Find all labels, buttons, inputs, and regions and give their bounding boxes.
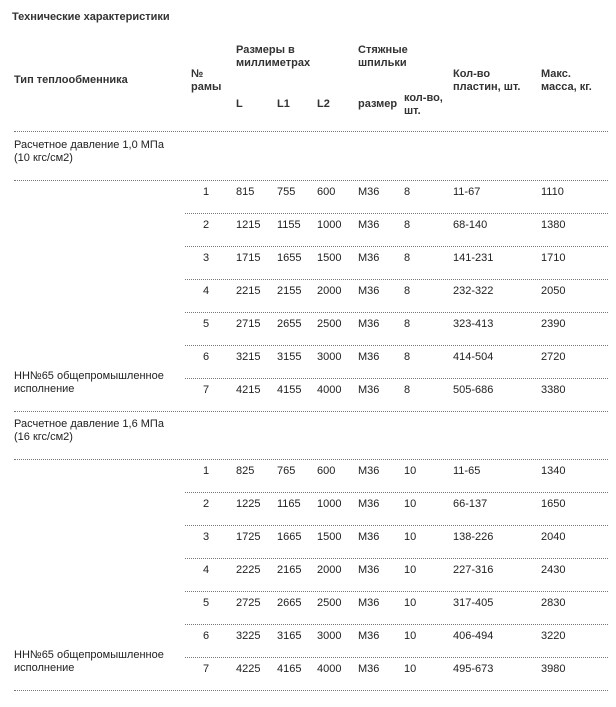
row-divider <box>185 345 608 346</box>
cell-l2: 2000 <box>317 285 342 297</box>
cell-size: М36 <box>358 630 380 642</box>
cell-plates: 232-322 <box>453 285 494 297</box>
cell-plates: 495-673 <box>453 663 494 675</box>
cell-l1: 4155 <box>277 384 302 396</box>
cell-mass: 3220 <box>541 630 566 642</box>
cell-l1: 1655 <box>277 252 302 264</box>
cell-l: 4215 <box>236 384 261 396</box>
cell-l2: 4000 <box>317 663 342 675</box>
cell-size: М36 <box>358 531 380 543</box>
cell-frame: 5 <box>203 597 210 609</box>
section-pressure-line1: Расчетное давление 1,6 МПа <box>14 418 164 430</box>
cell-frame: 3 <box>203 531 210 543</box>
cell-qty: 10 <box>404 498 417 510</box>
section-type-line2: исполнение <box>14 662 75 674</box>
cell-size: М36 <box>358 252 380 264</box>
header-frame-no-line2: рамы <box>191 81 222 93</box>
header-L1: L1 <box>277 98 290 110</box>
cell-l: 1725 <box>236 531 261 543</box>
cell-qty: 8 <box>404 384 411 396</box>
cell-qty: 8 <box>404 252 411 264</box>
cell-mass: 2430 <box>541 564 566 576</box>
divider <box>14 131 608 132</box>
header-L2: L2 <box>317 98 330 110</box>
row-divider <box>185 213 608 214</box>
cell-l2: 1000 <box>317 219 342 231</box>
header-type: Тип теплообменника <box>14 74 128 86</box>
cell-mass: 2050 <box>541 285 566 297</box>
header-mass-line2: масса, кг. <box>541 81 592 93</box>
cell-qty: 10 <box>404 564 417 576</box>
cell-qty: 10 <box>404 531 417 543</box>
cell-l1: 1665 <box>277 531 302 543</box>
section-type-line1: НН№65 общепромышленное <box>14 649 164 661</box>
cell-l: 1715 <box>236 252 261 264</box>
cell-l1: 3165 <box>277 630 302 642</box>
cell-mass: 3980 <box>541 663 566 675</box>
cell-l1: 755 <box>277 186 296 198</box>
cell-qty: 8 <box>404 186 411 198</box>
cell-l: 1215 <box>236 219 261 231</box>
cell-plates: 414-504 <box>453 351 494 363</box>
cell-qty: 10 <box>404 465 417 477</box>
cell-l1: 2655 <box>277 318 302 330</box>
cell-size: М36 <box>358 498 380 510</box>
cell-frame: 6 <box>203 630 210 642</box>
header-qty-line2: шт. <box>404 105 421 117</box>
cell-l2: 2500 <box>317 597 342 609</box>
cell-frame: 5 <box>203 318 210 330</box>
cell-l: 2215 <box>236 285 261 297</box>
cell-qty: 8 <box>404 318 411 330</box>
cell-l: 2225 <box>236 564 261 576</box>
cell-l: 3225 <box>236 630 261 642</box>
cell-l: 2725 <box>236 597 261 609</box>
cell-qty: 8 <box>404 351 411 363</box>
cell-size: М36 <box>358 663 380 675</box>
cell-size: М36 <box>358 219 380 231</box>
cell-l: 1225 <box>236 498 261 510</box>
cell-mass: 1340 <box>541 465 566 477</box>
row-divider <box>185 378 608 379</box>
header-dims-line1: Размеры в <box>236 44 295 56</box>
row-divider <box>185 246 608 247</box>
cell-l2: 1000 <box>317 498 342 510</box>
cell-size: М36 <box>358 564 380 576</box>
header-mass-line1: Макс. <box>541 68 571 80</box>
cell-plates: 11-65 <box>453 465 481 477</box>
cell-plates: 227-316 <box>453 564 494 576</box>
row-divider <box>185 312 608 313</box>
cell-plates: 323-413 <box>453 318 494 330</box>
header-studs-line1: Стяжные <box>358 44 408 56</box>
cell-l1: 3155 <box>277 351 302 363</box>
cell-l: 4225 <box>236 663 261 675</box>
cell-l1: 2665 <box>277 597 302 609</box>
cell-plates: 505-686 <box>453 384 494 396</box>
header-qty-line1: кол-во, <box>404 92 443 104</box>
cell-mass: 1380 <box>541 219 566 231</box>
row-divider <box>185 657 608 658</box>
cell-mass: 2390 <box>541 318 566 330</box>
cell-size: М36 <box>358 465 380 477</box>
cell-l2: 2500 <box>317 318 342 330</box>
divider <box>14 180 608 181</box>
cell-plates: 317-405 <box>453 597 494 609</box>
header-size: размер <box>358 98 398 110</box>
cell-frame: 3 <box>203 252 210 264</box>
cell-qty: 8 <box>404 219 411 231</box>
cell-frame: 4 <box>203 285 210 297</box>
cell-l1: 2155 <box>277 285 302 297</box>
divider <box>14 459 608 460</box>
row-divider <box>185 624 608 625</box>
section-pressure-line1: Расчетное давление 1,0 МПа <box>14 139 164 151</box>
cell-plates: 11-67 <box>453 186 481 198</box>
header-plates-line1: Кол-во <box>453 68 491 80</box>
cell-l2: 3000 <box>317 630 342 642</box>
section-pressure-line2: (10 кгс/см2) <box>14 152 73 164</box>
section-pressure-line2: (16 кгс/см2) <box>14 431 73 443</box>
header-plates-line2: пластин, шт. <box>453 81 521 93</box>
cell-plates: 406-494 <box>453 630 494 642</box>
cell-qty: 10 <box>404 663 417 675</box>
cell-l2: 1500 <box>317 531 342 543</box>
cell-l2: 600 <box>317 186 336 198</box>
cell-l2: 3000 <box>317 351 342 363</box>
header-dims-line2: миллиметрах <box>236 57 311 69</box>
cell-l2: 4000 <box>317 384 342 396</box>
cell-size: М36 <box>358 186 380 198</box>
cell-l1: 765 <box>277 465 296 477</box>
cell-qty: 10 <box>404 630 417 642</box>
cell-plates: 66-137 <box>453 498 488 510</box>
section-type-line1: НН№65 общепромышленное <box>14 370 164 382</box>
header-frame-no-line1: № <box>191 68 204 80</box>
cell-plates: 138-226 <box>453 531 494 543</box>
cell-mass: 2720 <box>541 351 566 363</box>
cell-frame: 6 <box>203 351 210 363</box>
cell-l1: 1165 <box>277 498 301 510</box>
cell-l1: 4165 <box>277 663 302 675</box>
cell-l1: 2165 <box>277 564 302 576</box>
cell-size: М36 <box>358 351 380 363</box>
header-studs-line2: шпильки <box>358 57 407 69</box>
header-L: L <box>236 98 243 110</box>
cell-mass: 1710 <box>541 252 566 264</box>
cell-mass: 2040 <box>541 531 566 543</box>
cell-plates: 141-231 <box>453 252 494 264</box>
cell-mass: 1110 <box>541 186 564 198</box>
cell-l: 815 <box>236 186 255 198</box>
cell-frame: 7 <box>203 384 210 396</box>
cell-l: 825 <box>236 465 255 477</box>
row-divider <box>185 525 608 526</box>
cell-mass: 3380 <box>541 384 566 396</box>
row-divider <box>185 591 608 592</box>
divider <box>14 411 608 412</box>
cell-frame: 2 <box>203 498 210 510</box>
cell-frame: 7 <box>203 663 210 675</box>
section-type-line2: исполнение <box>14 383 75 395</box>
cell-frame: 1 <box>203 186 210 198</box>
page-title: Технические характеристики <box>12 11 170 23</box>
row-divider <box>185 279 608 280</box>
cell-frame: 1 <box>203 465 210 477</box>
cell-frame: 2 <box>203 219 210 231</box>
cell-size: М36 <box>358 597 380 609</box>
cell-size: М36 <box>358 318 380 330</box>
cell-size: М36 <box>358 384 380 396</box>
cell-l2: 2000 <box>317 564 342 576</box>
cell-l2: 1500 <box>317 252 342 264</box>
cell-l: 3215 <box>236 351 261 363</box>
cell-mass: 2830 <box>541 597 566 609</box>
cell-qty: 8 <box>404 285 411 297</box>
row-divider <box>185 558 608 559</box>
cell-size: М36 <box>358 285 380 297</box>
divider <box>14 690 608 691</box>
cell-plates: 68-140 <box>453 219 488 231</box>
cell-l: 2715 <box>236 318 261 330</box>
cell-frame: 4 <box>203 564 210 576</box>
cell-qty: 10 <box>404 597 417 609</box>
row-divider <box>185 492 608 493</box>
cell-l2: 600 <box>317 465 336 477</box>
cell-mass: 1650 <box>541 498 566 510</box>
cell-l1: 1155 <box>277 219 301 231</box>
